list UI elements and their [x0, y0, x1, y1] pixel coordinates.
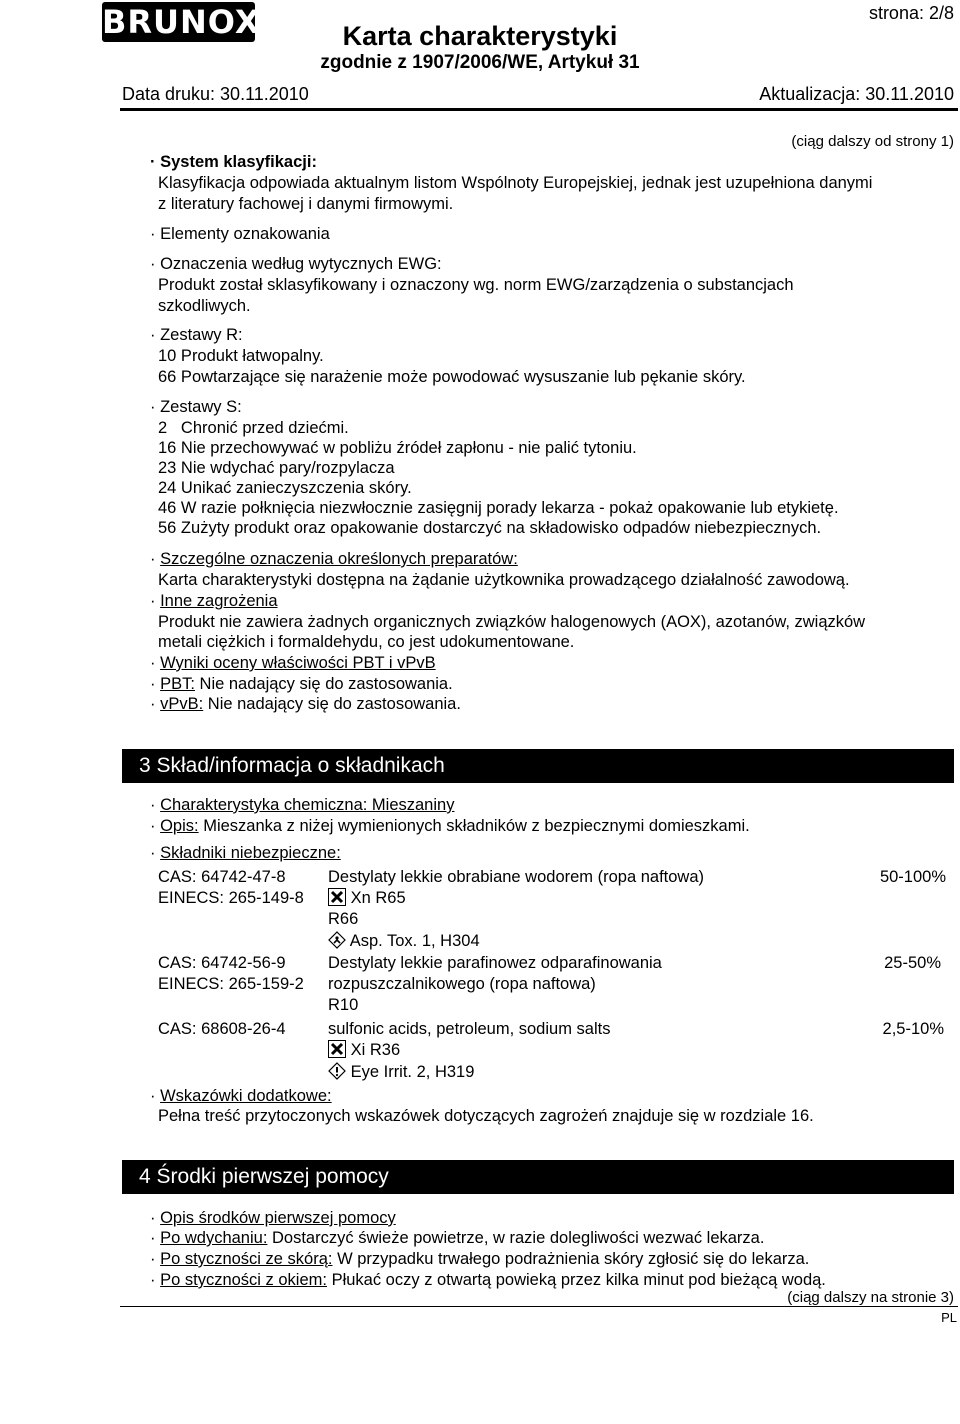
component-1-cas: CAS: 64742-47-8	[158, 868, 286, 886]
r-phrases-label: · Zestawy R:	[150, 326, 243, 344]
pbt-line: · PBT: Nie nadający się do zastosowania.	[150, 675, 453, 693]
r-phrase: 10 Produkt łatwopalny.	[158, 347, 324, 365]
footer-rule	[120, 1306, 958, 1307]
print-date: Data druku: 30.11.2010	[122, 84, 309, 104]
pbt-vpvb-heading: · Wyniki oceny właściwości PBT i vPvB	[150, 654, 436, 672]
additional-info-label: · Wskazówki dodatkowe:	[150, 1087, 332, 1105]
label-elements: · Elementy oznakowania	[150, 225, 330, 243]
component-3-cas: CAS: 68608-26-4	[158, 1020, 286, 1038]
component-2-cas: CAS: 64742-56-9	[158, 954, 286, 972]
irritant-cross-icon	[328, 1040, 346, 1058]
s-phrase: 56 Zużyty produkt oraz opakowanie dostarczyć na składowisko odpadów niebezpiecznych.	[158, 519, 822, 537]
component-3-name: sulfonic acids, petroleum, sodium salts	[328, 1020, 611, 1038]
component-2-name-2: rozpuszczalnikowego (ropa naftowa)	[328, 975, 596, 993]
document-subtitle: zgodnie z 1907/2006/WE, Artykuł 31	[320, 52, 640, 73]
component-2-percent: 25-50%	[884, 954, 941, 972]
component-3-percent: 2,5-10%	[882, 1020, 944, 1038]
component-1-einecs: EINECS: 265-149-8	[158, 889, 304, 907]
hazardous-components-label: · Składniki niebezpieczne:	[150, 844, 341, 862]
component-1-class-clp: Asp. Tox. 1, H304	[328, 931, 480, 952]
continued-from: (ciąg dalszy od strony 1)	[791, 133, 954, 150]
health-hazard-icon	[328, 931, 346, 949]
component-2-class-r10: R10	[328, 996, 359, 1014]
continued-to: (ciąg dalszy na stronie 3)	[787, 1289, 954, 1306]
component-1-class-xn: Xn R65	[328, 888, 406, 909]
component-1-class-r66: R66	[328, 910, 359, 928]
special-labels-label: · Szczególne oznaczenia określonych preparatów:	[150, 550, 518, 568]
s-phrases-label: · Zestawy S:	[150, 398, 242, 416]
s-phrase: 46 W razie połknięcia niezwłocznie zasięgnij porady lekarza - pokaż opakowanie lub etykietę.	[158, 499, 839, 517]
special-labels-text: Karta charakterystyki dostępna na żądanie użytkownika prowadzącego działalność zawodową.	[158, 571, 850, 589]
component-3-class-xi: Xi R36	[328, 1040, 400, 1061]
classification-system-label: · System klasyfikacji:	[150, 153, 317, 171]
component-2-name-1: Destylaty lekkie parafinowez odparafinowania	[328, 954, 662, 972]
s-phrase: 2 Chronić przed dziećmi.	[158, 419, 349, 437]
after-eye-contact: · Po styczności z okiem: Płukać oczy z otwartą powieką przez kilka minut pod bieżącą wodą.	[150, 1271, 826, 1289]
component-1-percent: 50-100%	[879, 868, 946, 886]
r-phrase: 66 Powtarzające się narażenie może powodować wysuszanie lub pękanie skóry.	[158, 368, 746, 386]
other-hazards-text-2: metali ciężkich i formaldehydu, co jest udokumentowane.	[158, 633, 575, 651]
s-phrase: 16 Nie przechowywać w pobliżu źródeł zapłonu - nie palić tytoniu.	[158, 439, 637, 457]
ewg-label: · Oznaczenia według wytycznych EWG:	[150, 255, 442, 273]
language-code: PL	[941, 1310, 957, 1325]
component-1-name: Destylaty lekkie obrabiane wodorem (ropa naftowa)	[328, 868, 705, 886]
s-phrase: 23 Nie wdychać pary/rozpylacza	[158, 459, 395, 477]
after-skin-contact: · Po styczności ze skórą: W przypadku trwałego podrażnienia skóry zgłosić się do lekarza.	[150, 1250, 810, 1268]
ewg-text-1: Produkt został sklasyfikowany i oznaczony wg. norm EWG/zarządzenia o substancjach	[158, 276, 794, 294]
other-hazards-label: · Inne zagrożenia	[150, 592, 278, 610]
update-date: Aktualizacja: 30.11.2010	[759, 84, 954, 104]
exclamation-hazard-icon	[328, 1062, 346, 1080]
ewg-text-2: szkodliwych.	[158, 297, 251, 315]
first-aid-description: · Opis środków pierwszej pomocy	[150, 1209, 396, 1227]
vpvb-line: · vPvB: Nie nadający się do zastosowania.	[150, 695, 461, 713]
s-phrase: 24 Unikać zanieczyszczenia skóry.	[158, 479, 412, 497]
chemical-characteristic: · Charakterystyka chemiczna: Mieszaniny	[150, 796, 455, 814]
description-line: · Opis: Mieszanka z niżej wymienionych składników z bezpiecznymi domieszkami.	[150, 817, 750, 835]
brunox-logo: BRUNOX	[102, 3, 261, 41]
page-number: strona: 2/8	[868, 3, 954, 23]
classification-text-2: z literatury fachowej i danymi firmowymi.	[158, 195, 454, 213]
after-inhalation: · Po wdychaniu: Dostarczyć świeże powietrze, w razie dolegliwości wezwać lekarza.	[150, 1229, 765, 1247]
classification-text-1: Klasyfikacja odpowiada aktualnym listom Wspólnoty Europejskiej, jednak jest uzupełniona danymi	[158, 174, 873, 192]
section-3-heading: 3 Skład/informacja o składnikach	[122, 749, 954, 783]
component-2-einecs: EINECS: 265-159-2	[158, 975, 304, 993]
header-rule	[120, 108, 958, 111]
component-3-class-clp: Eye Irrit. 2, H319	[328, 1062, 474, 1083]
other-hazards-text-1: Produkt nie zawiera żadnych organicznych związków halogenowych (AOX), azotanów, związków	[158, 613, 866, 631]
document-title: Karta charakterystyki	[342, 21, 618, 51]
harmful-cross-icon	[328, 888, 346, 906]
additional-info-text: Pełna treść przytoczonych wskazówek dotyczących zagrożeń znajduje się w rozdziale 16.	[158, 1107, 814, 1125]
section-4-heading: 4 Środki pierwszej pomocy	[122, 1160, 954, 1194]
